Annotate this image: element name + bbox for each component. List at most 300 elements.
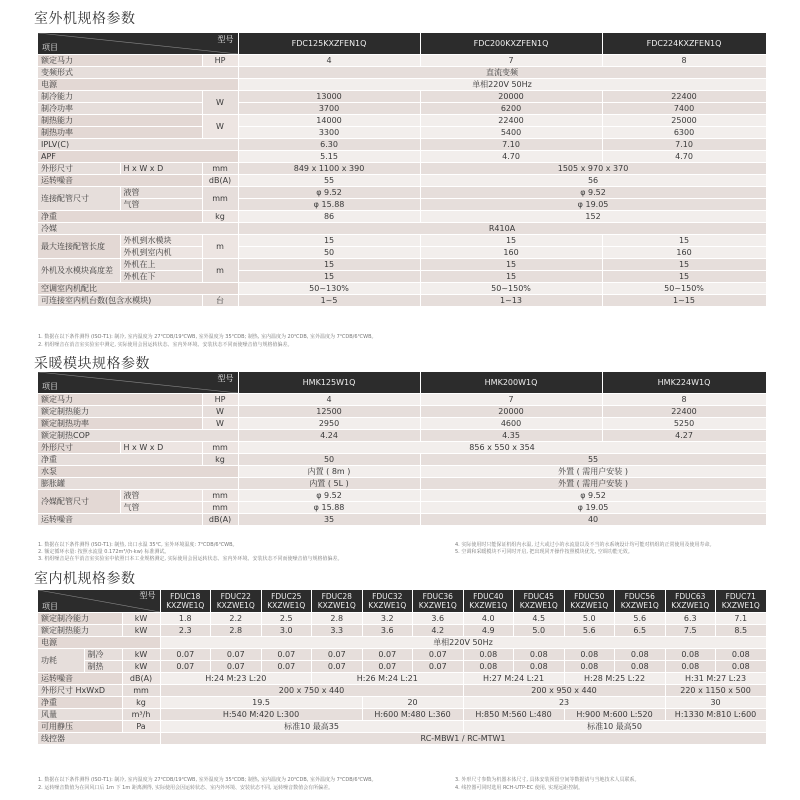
indoor-model-9: FDUC50 KXZWE1Q (564, 590, 615, 612)
row-label: 外机及水模块高度差 (38, 258, 120, 282)
row-label: 功耗 (38, 648, 84, 672)
cell: 6300 (602, 126, 766, 138)
cell: 15 (238, 258, 420, 270)
cell: H:24 M:23 L:20 (160, 672, 312, 684)
indoor-model-12: FDUC71 KXZWE1Q (716, 590, 767, 612)
cell: RC-MBW1 / RC-MTW1 (160, 732, 766, 744)
indoor-header-corner (38, 590, 160, 612)
outdoor-model-3: FDC224KXZFEN1Q (602, 33, 766, 54)
cell: 外置 ( 需用户安装 ) (420, 477, 766, 489)
cell: 7 (420, 54, 602, 66)
indoor-model-7: FDUC40 KXZWE1Q (463, 590, 514, 612)
module-model-1: HMK125W1Q (238, 372, 420, 393)
row-unit: mm (202, 186, 238, 210)
indoor-model-1: FDUC18 KXZWE1Q (160, 590, 211, 612)
cell: 1~5 (238, 294, 420, 306)
row-unit: kg (202, 210, 238, 222)
cell: 1.8 (160, 612, 211, 624)
cell: H:28 M:25 L:22 (564, 672, 665, 684)
row-label: 额定马力 (38, 54, 202, 66)
cell: H:27 M:24 L:21 (463, 672, 564, 684)
indoor-note-2: 2. 运转噪音数值为在回风口后 1m 下 1m 距离测得, 实际使用会因运转状态、室内外环境、安装状态不同, 运转噪音数值会有所偏差。 (38, 785, 334, 791)
cell: 0.07 (261, 648, 312, 660)
row-unit: kg (122, 696, 160, 708)
cell: φ 15.88 (238, 198, 420, 210)
cell: 单相220V 50Hz (238, 78, 766, 90)
cell: 50~150% (602, 282, 766, 294)
indoor-model-5: FDUC32 KXZWE1Q (362, 590, 413, 612)
outdoor-row-cool-cap (38, 90, 766, 102)
row-label: 额定制热COP (38, 429, 238, 441)
cell: H:850 M:560 L:480 (463, 708, 564, 720)
cell: 2.3 (160, 624, 211, 636)
cell: 0.07 (211, 648, 262, 660)
row-unit: kW (122, 612, 160, 624)
indoor-row-static (38, 720, 766, 732)
indoor-model-2: FDUC22 KXZWE1Q (211, 590, 262, 612)
cell: 4.35 (420, 429, 602, 441)
cell: 7.10 (420, 138, 602, 150)
outdoor-row-inverter (38, 66, 766, 78)
row-label: 电源 (38, 78, 238, 90)
cell: 3.2 (362, 612, 413, 624)
module-note-5: 5. 空调和采暖模块不可同时开启, 把出现同开操作按照模块优先, 空调功能无效。 (455, 549, 633, 555)
row-sublabel: 外机到水模块 (120, 234, 202, 246)
indoor-row-remote (38, 732, 766, 744)
row-unit: dB(A) (202, 174, 238, 186)
cell: 200 x 750 x 440 (160, 684, 463, 696)
row-unit: mm (202, 501, 238, 513)
cell: 0.07 (211, 660, 262, 672)
cell: 1~15 (602, 294, 766, 306)
row-label: 冷媒配管尺寸 (38, 489, 120, 513)
row-unit: kW (122, 648, 160, 660)
cell: 5.0 (514, 624, 565, 636)
cell: 856 x 550 x 354 (238, 441, 766, 453)
row-label: 电源 (38, 636, 160, 648)
indoor-model-11: FDUC63 KXZWE1Q (665, 590, 716, 612)
indoor-row-air (38, 708, 766, 720)
indoor-row-cool (38, 612, 766, 624)
diagonal-divider-icon (38, 33, 238, 54)
cell: 外置 ( 需用户安装 ) (420, 465, 766, 477)
row-unit: W (202, 90, 238, 114)
cell: 0.08 (716, 660, 767, 672)
outdoor-row-count (38, 294, 766, 306)
cell: 0.08 (665, 660, 716, 672)
row-unit: W (202, 114, 238, 138)
cell: 4.5 (514, 612, 565, 624)
cell: 19.5 (160, 696, 362, 708)
row-unit: Pa (122, 720, 160, 732)
cell: φ 9.52 (238, 489, 420, 501)
cell: 7.5 (665, 624, 716, 636)
model-label: 型号 (217, 35, 234, 44)
outdoor-note-1: 1. 数据在以下条件测得 (ISO-T1): 制冷, 室内温度为 27℃DB/19℃WB, 室外温度为 35℃DB; 制热, 室内温度为 20℃DB, 室外温度为 7℃DB/6℃WB。 (38, 334, 377, 340)
indoor-row-pw-cool (38, 648, 766, 660)
cell: 5.6 (564, 624, 615, 636)
cell: 55 (238, 174, 420, 186)
outdoor-row-weight (38, 210, 766, 222)
cell: 35 (238, 513, 420, 525)
module-header-row (38, 372, 766, 393)
cell: 15 (238, 234, 420, 246)
module-row-pipe-liquid (38, 489, 766, 501)
cell: 15 (238, 270, 420, 282)
cell: φ 9.52 (420, 186, 766, 198)
row-label: 外形尺寸 HxWxD (38, 684, 122, 696)
cell: H:31 M:27 L:23 (665, 672, 766, 684)
module-row-hp (38, 393, 766, 405)
cell: 直流变频 (238, 66, 766, 78)
outdoor-row-heat-cap (38, 114, 766, 126)
cell: 4.27 (602, 429, 766, 441)
cell: 0.08 (463, 648, 514, 660)
item-label: 项目 (42, 42, 58, 52)
cell: 0.08 (463, 660, 514, 672)
cell: 3.0 (261, 624, 312, 636)
indoor-row-noise (38, 672, 766, 684)
module-row-weight (38, 453, 766, 465)
cell: 15 (602, 234, 766, 246)
cell: 2.8 (312, 612, 363, 624)
cell: 0.07 (413, 648, 464, 660)
cell: 标准10 最高50 (463, 720, 766, 732)
indoor-row-pw-heat (38, 660, 766, 672)
cell: H:900 M:600 L:520 (564, 708, 665, 720)
cell: 2.2 (211, 612, 262, 624)
module-header-corner (38, 372, 238, 393)
indoor-model-4: FDUC28 KXZWE1Q (312, 590, 363, 612)
row-label: 制热功率 (38, 126, 202, 138)
cell: 56 (420, 174, 766, 186)
cell: 0.08 (665, 648, 716, 660)
cell: φ 9.52 (420, 489, 766, 501)
cell: 3300 (238, 126, 420, 138)
cell: 0.07 (160, 648, 211, 660)
cell: 22400 (602, 90, 766, 102)
cell: 7.1 (716, 612, 767, 624)
row-sublabel: 外机在下 (120, 270, 202, 282)
cell: 30 (665, 696, 766, 708)
outdoor-row-pipe-gas (38, 198, 766, 210)
cell: 7.10 (602, 138, 766, 150)
cell: 0.07 (362, 648, 413, 660)
cell: 4600 (420, 417, 602, 429)
row-label: 运转噪音 (38, 174, 202, 186)
row-label: 制冷功率 (38, 102, 202, 114)
row-sublabel: 液管 (120, 186, 202, 198)
cell: 1505 x 970 x 370 (420, 162, 766, 174)
indoor-note-3: 3. 外形尺寸参数为机器本体尺寸, 具体安装预留空间等数据请与当地技术人员联系。 (455, 777, 640, 783)
cell: 4.0 (463, 612, 514, 624)
outdoor-row-ratio (38, 282, 766, 294)
row-unit: m (202, 234, 238, 258)
outdoor-row-noise (38, 174, 766, 186)
cell: 2.5 (261, 612, 312, 624)
row-unit: kg (202, 453, 238, 465)
indoor-model-10: FDUC56 KXZWE1Q (615, 590, 666, 612)
cell: H:540 M:420 L:300 (160, 708, 362, 720)
diagonal-divider-icon (38, 372, 238, 393)
row-label: 运转噪音 (38, 513, 202, 525)
outdoor-row-pipe-liquid (38, 186, 766, 198)
row-unit: kW (122, 660, 160, 672)
row-unit: mm (202, 162, 238, 174)
row-label: 额定制热能力 (38, 624, 122, 636)
cell: 0.08 (564, 648, 615, 660)
cell: 0.07 (413, 660, 464, 672)
cell: 2.8 (211, 624, 262, 636)
row-unit: dB(A) (122, 672, 160, 684)
cell: 5.0 (564, 612, 615, 624)
cell: 内置 ( 5L ) (238, 477, 420, 489)
cell: φ 19.05 (420, 198, 766, 210)
row-unit: W (202, 405, 238, 417)
cell: 220 x 1150 x 500 (665, 684, 766, 696)
cell: 15 (420, 258, 602, 270)
cell: 0.08 (716, 648, 767, 660)
row-label: 最大连接配管长度 (38, 234, 120, 258)
cell: 5400 (420, 126, 602, 138)
row-label: 风量 (38, 708, 122, 720)
cell: 内置 ( 8m ) (238, 465, 420, 477)
cell: 160 (420, 246, 602, 258)
cell: φ 15.88 (238, 501, 420, 513)
row-label: 制冷能力 (38, 90, 202, 102)
indoor-section-title: 室内机规格参数 (34, 571, 136, 587)
outdoor-row-cool-pow (38, 102, 766, 114)
cell: 标准10 最高35 (160, 720, 463, 732)
cell: 13000 (238, 90, 420, 102)
model-label: 型号 (217, 374, 234, 383)
row-sublabel: 气管 (120, 198, 202, 210)
outdoor-note-2: 2. 机组噪音在消音室实验室中测定, 实际使用会因运转状态、室内外环境、安装状态不同而使噪音值与规格值偏差。 (38, 342, 293, 348)
outdoor-row-power (38, 78, 766, 90)
cell: 5.6 (615, 612, 666, 624)
cell: 5.15 (238, 150, 420, 162)
cell: 6.5 (615, 624, 666, 636)
row-sublabel: H x W x D (120, 162, 202, 174)
cell: 2950 (238, 417, 420, 429)
indoor-model-8: FDUC45 KXZWE1Q (514, 590, 565, 612)
cell: 0.07 (160, 660, 211, 672)
cell: H:1330 M:810 L:600 (665, 708, 766, 720)
module-spec-table (38, 372, 767, 526)
cell: 3700 (238, 102, 420, 114)
cell: 0.08 (514, 648, 565, 660)
outdoor-spec-table (38, 33, 767, 307)
indoor-header-row (38, 590, 766, 612)
cell: 8 (602, 54, 766, 66)
cell: 4 (238, 393, 420, 405)
row-unit: dB(A) (202, 513, 238, 525)
cell: 50~130% (238, 282, 420, 294)
row-label: 线控器 (38, 732, 160, 744)
indoor-spec-table (38, 590, 767, 745)
cell: 200 x 950 x 440 (463, 684, 665, 696)
cell: 160 (602, 246, 766, 258)
outdoor-row-hp (38, 54, 766, 66)
row-label: 净重 (38, 696, 122, 708)
module-model-2: HMK200W1Q (420, 372, 602, 393)
cell: H:600 M:480 L:360 (362, 708, 463, 720)
row-sublabel: 外机到室内机 (120, 246, 202, 258)
outdoor-row-apf (38, 150, 766, 162)
row-label: 运转噪音 (38, 672, 122, 684)
cell: H:26 M:24 L:21 (312, 672, 464, 684)
cell: 8.5 (716, 624, 767, 636)
cell: 6.30 (238, 138, 420, 150)
row-label: APF (38, 150, 238, 162)
outdoor-model-1: FDC125KXZFEN1Q (238, 33, 420, 54)
cell: 4.24 (238, 429, 420, 441)
indoor-model-6: FDUC36 KXZWE1Q (413, 590, 464, 612)
row-label: 额定制热功率 (38, 417, 202, 429)
model-label: 型号 (139, 591, 156, 600)
cell: 单相220V 50Hz (160, 636, 766, 648)
row-label: 空调室内机配比 (38, 282, 238, 294)
cell: 15 (420, 270, 602, 282)
cell: 50~150% (420, 282, 602, 294)
row-unit: HP (202, 393, 238, 405)
row-label: IPLV(C) (38, 138, 238, 150)
cell: 0.08 (564, 660, 615, 672)
indoor-note-1: 1. 数据在以下条件测得 (ISO-T1): 制冷, 室内温度为 27℃DB/19℃WB, 室外温度为 35℃DB; 制热, 室内温度为 20℃DB, 室外温度为 7℃DB/6℃WB。 (38, 777, 377, 783)
row-label: 水泵 (38, 465, 238, 477)
cell: R410A (238, 222, 766, 234)
cell: 4.2 (413, 624, 464, 636)
cell: 5250 (602, 417, 766, 429)
row-unit: 台 (202, 294, 238, 306)
cell: 3.3 (312, 624, 363, 636)
cell: 4 (238, 54, 420, 66)
cell: 0.08 (615, 660, 666, 672)
row-label: 外形尺寸 (38, 162, 120, 174)
row-sublabel: 液管 (120, 489, 202, 501)
cell: 4.9 (463, 624, 514, 636)
outdoor-section-title: 室外机规格参数 (34, 11, 136, 27)
row-unit: mm (202, 489, 238, 501)
cell: 14000 (238, 114, 420, 126)
row-label: 冷媒 (38, 222, 238, 234)
module-model-3: HMK224W1Q (602, 372, 766, 393)
row-label: 变频形式 (38, 66, 238, 78)
outdoor-header-corner (38, 33, 238, 54)
cell: 15 (420, 234, 602, 246)
row-unit: m (202, 258, 238, 282)
module-row-pump (38, 465, 766, 477)
outdoor-row-height-2 (38, 270, 766, 282)
cell: 20000 (420, 405, 602, 417)
cell: 22400 (602, 405, 766, 417)
module-note-4: 4. 实际使用时只能保证机组内水温, 过大或过小的水流量以及不当的水系统设计均可能对机组的正常使用及使用寿命。 (455, 542, 715, 548)
row-label: 净重 (38, 453, 202, 465)
module-note-2: 2. 额定循环水量: 按照水流量 0.172m³/(h·kw) 标准测试。 (38, 549, 170, 555)
row-unit: kW (122, 624, 160, 636)
cell: 6.3 (665, 612, 716, 624)
row-label: 额定制热能力 (38, 405, 202, 417)
outdoor-header-row (38, 33, 766, 54)
row-sublabel: 外机在上 (120, 258, 202, 270)
cell: 0.08 (514, 660, 565, 672)
outdoor-row-height-1 (38, 258, 766, 270)
cell: 7400 (602, 102, 766, 114)
cell: 0.07 (261, 660, 312, 672)
row-label: 外形尺寸 (38, 441, 120, 453)
row-label: 可用静压 (38, 720, 122, 732)
item-label: 项目 (42, 381, 58, 391)
cell: 849 x 1100 x 390 (238, 162, 420, 174)
row-unit: W (202, 417, 238, 429)
module-row-cop (38, 429, 766, 441)
outdoor-row-dims (38, 162, 766, 174)
row-sublabel: H x W x D (120, 441, 202, 453)
indoor-row-weight (38, 696, 766, 708)
cell: φ 9.52 (238, 186, 420, 198)
outdoor-row-maxlen-2 (38, 246, 766, 258)
indoor-row-heat (38, 624, 766, 636)
outdoor-row-refrigerant (38, 222, 766, 234)
module-row-tank (38, 477, 766, 489)
cell: 7 (420, 393, 602, 405)
module-note-1: 1. 数据在以下条件测得 (ISO-T1): 制热, 出口水温 35℃, 室外环境温度: 7℃DB/6℃WB。 (38, 542, 238, 548)
cell: 8 (602, 393, 766, 405)
cell: 86 (238, 210, 420, 222)
outdoor-row-iplv (38, 138, 766, 150)
item-label: 项目 (42, 601, 58, 611)
cell: 152 (420, 210, 766, 222)
cell: 12500 (238, 405, 420, 417)
cell: 15 (602, 258, 766, 270)
row-label: 净重 (38, 210, 202, 222)
cell: 25000 (602, 114, 766, 126)
cell: 4.70 (420, 150, 602, 162)
row-unit: HP (202, 54, 238, 66)
cell: 50 (238, 246, 420, 258)
row-label: 可连接室内机台数(包含水模块) (38, 294, 202, 306)
row-sublabel: 制热 (84, 660, 122, 672)
row-label: 额定马力 (38, 393, 202, 405)
cell: 0.08 (615, 648, 666, 660)
row-label: 连接配管尺寸 (38, 186, 120, 210)
cell: 40 (420, 513, 766, 525)
cell: 0.07 (312, 660, 363, 672)
cell: 4.70 (602, 150, 766, 162)
row-label: 膨胀罐 (38, 477, 238, 489)
module-row-heat-cap (38, 405, 766, 417)
indoor-row-power (38, 636, 766, 648)
module-row-noise (38, 513, 766, 525)
cell: 0.07 (312, 648, 363, 660)
indoor-row-dims (38, 684, 766, 696)
cell: 55 (420, 453, 766, 465)
cell: 1~13 (420, 294, 602, 306)
row-unit: mm (122, 684, 160, 696)
cell: 0.07 (362, 660, 413, 672)
cell: 50 (238, 453, 420, 465)
cell: 23 (463, 696, 665, 708)
outdoor-model-2: FDC200KXZFEN1Q (420, 33, 602, 54)
cell: 6200 (420, 102, 602, 114)
module-row-heat-pow (38, 417, 766, 429)
module-row-pipe-gas (38, 501, 766, 513)
cell: 20 (362, 696, 463, 708)
cell: 20000 (420, 90, 602, 102)
module-note-3: 3. 机组噪音是在半消音室实验室中依照日本工业规格测定, 实际使用会因运转状态、室内外环境、安装状态不同而使噪音值与规格值偏差。 (38, 556, 343, 562)
outdoor-row-heat-pow (38, 126, 766, 138)
row-unit: mm (202, 441, 238, 453)
